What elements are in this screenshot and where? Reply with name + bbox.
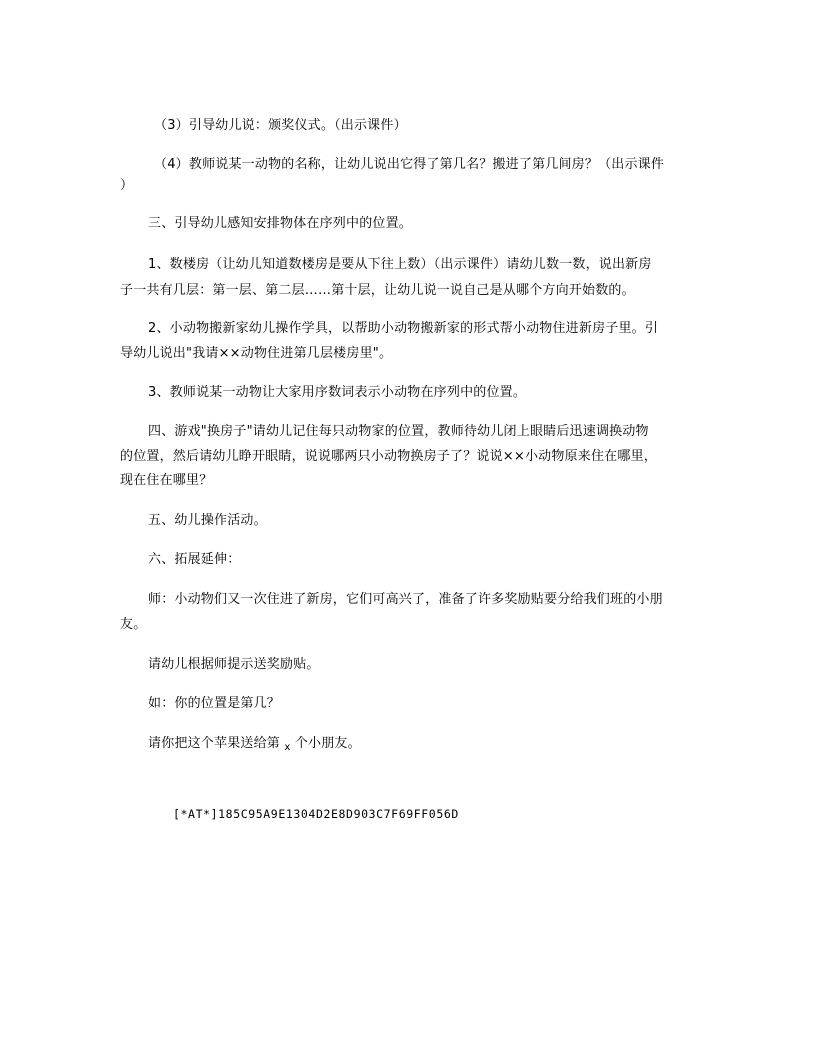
section-3-heading: 三、引导幼儿感知安排物体在序列中的位置。 [148, 216, 413, 231]
section-4-line-1: 四、游戏"换房子"请幼儿记住每只动物家的位置，教师待幼儿闭上眼睛后迅速调换动物 [148, 424, 649, 439]
section-4-line-2: 的位置，然后请幼儿睁开眼睛，说说哪两只小动物换房子了？说说××小动物原来住在哪里， [120, 449, 657, 464]
example-line: 如：你的位置是第几？ [148, 696, 281, 711]
teacher-line-2: 友。 [120, 617, 147, 632]
apple-line-before: 请你把这个苹果送给第 [148, 736, 281, 751]
apple-line [148, 735, 361, 754]
apple-line-after: 个小朋友。 [294, 736, 361, 751]
step-2-line-2: 导幼儿说出"我请××动物住进第几层楼房里"。 [120, 346, 393, 361]
document-code: [*AT*]185C95A9E1304D2E8D903C7F69FF056D [173, 807, 459, 821]
teacher-line-1: 师：小动物们又一次住进了新房，它们可高兴了，准备了许多奖励贴要分给我们班的小朋 [148, 592, 663, 607]
paragraph-4-line-2: ） [120, 178, 134, 193]
step-1-line-1: 1、数楼房（让幼儿知道数楼房是要从下往上数）（出示课件）请幼儿数一数，说出新房 [148, 257, 652, 272]
paragraph-4-line-1: （4）教师说某一动物的名称，让幼儿说出它得了第几名？搬进了第几间房？（出示课件 [154, 157, 665, 172]
section-6-heading: 六、拓展延伸： [148, 552, 241, 567]
step-3: 3、教师说某一动物让大家用序数词表示小动物在序列中的位置。 [148, 385, 527, 400]
section-5-heading: 五、幼儿操作活动。 [148, 513, 267, 528]
apple-line-variable: x [284, 742, 291, 753]
step-2-line-1: 2、小动物搬新家幼儿操作学具，以帮助小动物搬新家的形式帮小动物住进新房子里。引 [148, 321, 659, 336]
instruction-line: 请幼儿根据师提示送奖励贴。 [148, 657, 320, 672]
section-4-line-3: 现在住在哪里？ [120, 473, 213, 488]
step-1-line-2: 子一共有几层：第一层、第二层……第十层，让幼儿说一说自己是从哪个方向开始数的。 [120, 283, 635, 298]
paragraph-3-award: （3）引导幼儿说：颁奖仪式。（出示课件） [154, 118, 407, 133]
